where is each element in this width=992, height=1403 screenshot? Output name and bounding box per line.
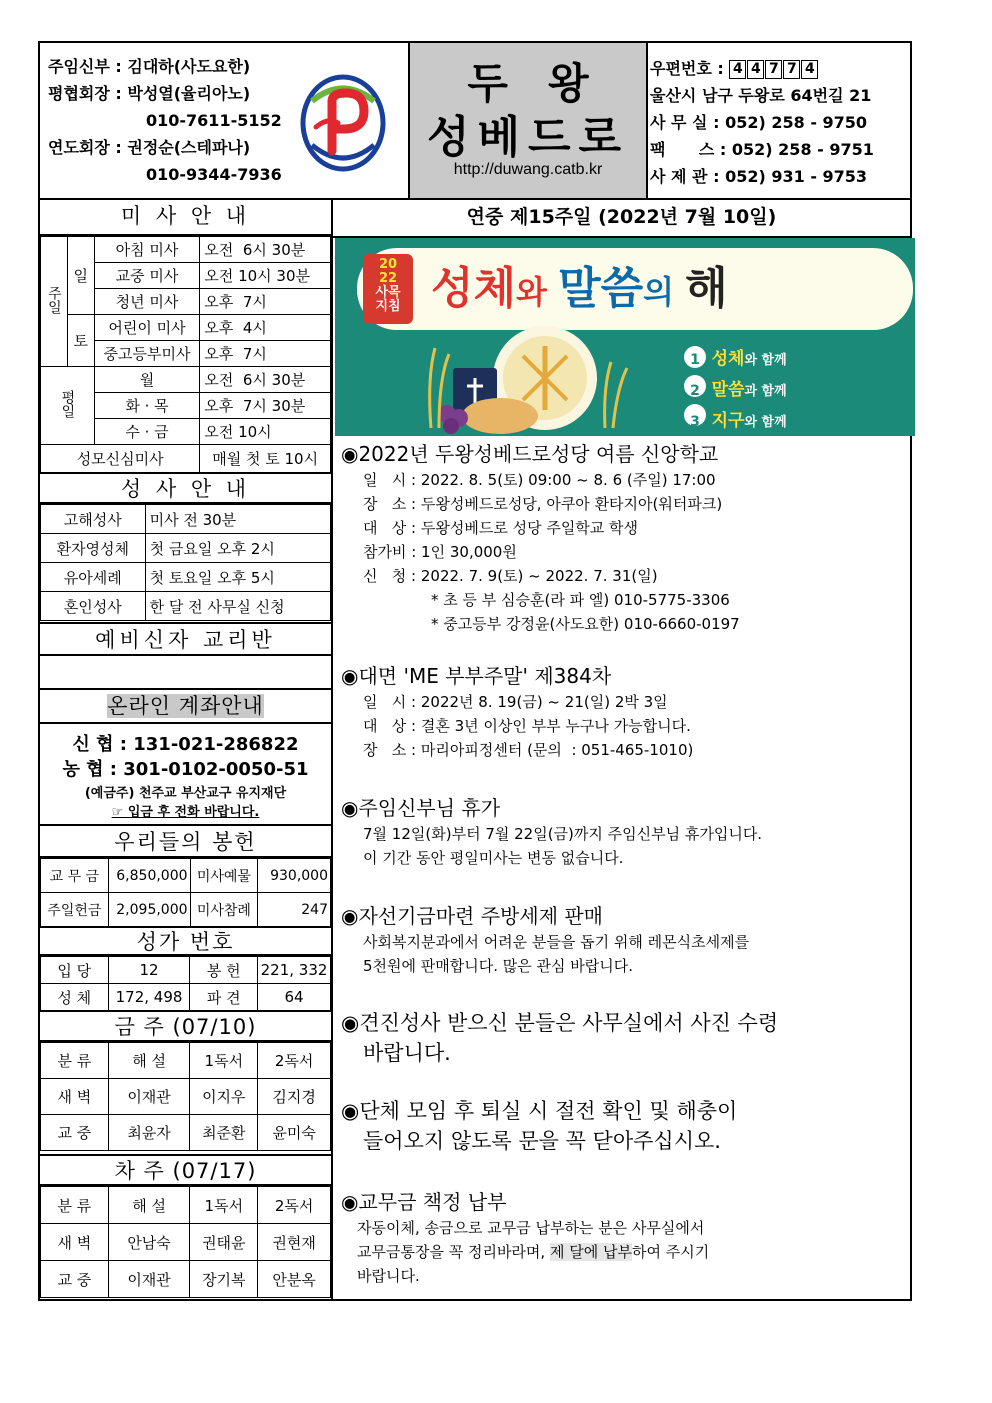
notice-title: ◉교무금 책정 납부 (341, 1190, 507, 1214)
hymn-table (40, 956, 331, 1011)
staff-label: 평협회장 : (48, 84, 122, 103)
offering-value: 930,000 (258, 859, 331, 893)
next-week-table (40, 1186, 331, 1298)
notice-line: 장 소 : 마리아피정센터 (문의 : 051-465-1010) (363, 741, 694, 759)
account-details (40, 732, 331, 782)
banner-item-num: 2 (690, 383, 700, 399)
notice-line: 5천원에 판매합니다. 많은 관심 바랍니다. (363, 957, 633, 975)
duty-cell: 이재관 (108, 1261, 190, 1298)
sacrament-value: 첫 금요일 오후 2시 (145, 534, 330, 563)
duty-head: 1독서 (190, 1187, 258, 1224)
sacrament-name: 유아세례 (41, 563, 146, 592)
sacrament-value: 한 달 전 사무실 신청 (145, 592, 330, 621)
sacrament-name: 혼인성사 (41, 592, 146, 621)
banner-tag (363, 258, 413, 314)
contact-value: 052) 258 - 9751 (731, 140, 874, 159)
mass-name: 청년 미사 (94, 289, 200, 315)
offering-label: 미사참례 (190, 893, 258, 927)
mass-name: 어린이 미사 (94, 315, 200, 341)
sacrament-title: 성 사 안 내 (40, 472, 331, 504)
mass-name: 성모신심미사 (41, 445, 200, 473)
banner-tag-text: 지침 (375, 299, 401, 314)
mass-name: 화 · 목 (94, 393, 200, 419)
hymn-label: 봉 헌 (190, 957, 258, 984)
sacrament-value: 미사 전 30분 (145, 505, 330, 534)
notice-line: 장 소 : 두왕성베드로성당, 아쿠아 환타지아(워터파크) (363, 495, 723, 513)
staff-list (48, 53, 282, 188)
sacrament-value: 첫 토요일 오후 5시 (145, 563, 330, 592)
notice-detergent-sale (341, 902, 749, 978)
parish-title-panel (408, 43, 648, 198)
offering-value: 2,095,000 (108, 893, 190, 927)
parish-url-link[interactable]: http://duwang.catb.kr (453, 161, 603, 178)
banner-title (431, 258, 728, 329)
staff-label: 연도회장 : (48, 138, 122, 157)
catechumen-body (40, 656, 331, 690)
account-note: ☞ 입금 후 전화 바랍니다. (111, 805, 260, 820)
contact-value: 052) 258 - 9750 (725, 113, 868, 132)
notice-subline: * 중고등부 강정윤(사도요한) 010-6660-0197 (431, 615, 740, 633)
notice-title: ◉단체 모임 후 퇴실 시 절전 확인 및 해충이 (341, 1099, 738, 1123)
hymn-value: 64 (258, 984, 331, 1011)
banner-tag-text: 사목 (375, 285, 401, 300)
mass-time: 오후 4시 (200, 315, 331, 341)
notice-line: 자동이체, 송금으로 교무금 납부하는 분은 사무실에서 (357, 1219, 705, 1237)
duty-cell: 이재관 (108, 1079, 190, 1115)
this-week-table (40, 1042, 331, 1151)
notice-highlight: 제 달에 납부 (549, 1243, 632, 1261)
mass-table (40, 236, 331, 473)
bulletin-page (38, 41, 912, 1301)
sacrament-name: 고해성사 (41, 505, 146, 534)
banner-item-rest: 와 함께 (744, 415, 787, 430)
duty-cell: 윤미숙 (258, 1115, 331, 1151)
hymn-label: 파 견 (190, 984, 258, 1011)
duty-cell: 장기복 (190, 1261, 258, 1298)
notice-line: 대 상 : 결혼 3년 이상인 부부 누구나 가능합니다. (363, 717, 691, 735)
notice-line: 참가비 : 1인 30,000원 (363, 543, 517, 561)
notice-energy-saving (341, 1096, 737, 1156)
staff-value: 김대하(사도요한) (127, 57, 251, 76)
zip-digit: 4 (801, 60, 818, 79)
offering-value: 247 (258, 893, 331, 927)
zip-digit: 7 (765, 60, 782, 79)
contact-label: 팩 스 : (650, 140, 727, 159)
banner-title-part: 해 (685, 263, 728, 314)
contact-label: 사 무 실 : (650, 113, 720, 132)
duty-cell: 최윤자 (108, 1115, 190, 1151)
banner-year: 20 (378, 257, 398, 272)
mass-time: 오후 7시 30분 (200, 393, 331, 419)
notice-line: 사회복지분과에서 어려운 분들을 돕기 위해 레몬식초세제를 (363, 933, 750, 951)
this-week-title: 금 주 (07/10) (40, 1010, 331, 1042)
notice-title: ◉2022년 두왕성베드로성당 여름 신앙학교 (341, 442, 719, 466)
duty-head: 2독서 (258, 1043, 331, 1079)
duty-head: 1독서 (190, 1043, 258, 1079)
notice-line: 7월 12일(화)부터 7월 22일(금)까지 주임신부님 휴가입니다. (363, 825, 763, 843)
duty-cell: 새 벽 (41, 1224, 109, 1261)
hymn-value: 221, 332 (258, 957, 331, 984)
notice-line: 들어오지 않도록 문을 꼭 닫아주십시오. (363, 1129, 721, 1153)
banner-title-part: 말씀 (558, 263, 644, 314)
notice-line: 신 청 : 2022. 7. 9(토) ~ 2022. 7. 31(일) (363, 567, 658, 585)
staff-value: 권정순(스테파나) (127, 138, 251, 157)
notice-confirmation-photo (341, 1008, 778, 1068)
duty-cell: 안분옥 (258, 1261, 331, 1298)
banner-item-num: 1 (690, 352, 700, 368)
offering-table (40, 858, 331, 927)
notice-me-weekend (341, 662, 693, 762)
header (40, 43, 910, 200)
staff-value: 박성열(율리아노) (127, 84, 251, 103)
mass-name: 수 · 금 (94, 419, 200, 445)
mass-time: 오후 7시 (200, 341, 331, 367)
notice-line: 일 시 : 2022년 8. 19(금) ~ 21(일) 2박 3일 (363, 693, 668, 711)
notice-line: 바랍니다. (363, 1041, 451, 1065)
notice-line: 이 기간 동안 평일미사는 변동 없습니다. (363, 849, 624, 867)
banner-title-part: 성체 (431, 263, 517, 314)
banner-item-rest: 와 함께 (744, 353, 787, 368)
duty-cell: 김지경 (258, 1079, 331, 1115)
address: 울산시 남구 두왕로 64번길 21 (650, 86, 872, 105)
duty-cell: 교 중 (41, 1261, 109, 1298)
banner-year: 22 (378, 271, 398, 286)
hymn-value: 12 (108, 957, 190, 984)
notice-title: ◉주임신부님 휴가 (341, 796, 501, 820)
hymn-label: 입 당 (41, 957, 109, 984)
offering-label: 미사예물 (190, 859, 258, 893)
zip-digit: 4 (729, 60, 746, 79)
notice-subline: * 초 등 부 심승훈(라 파 엘) 010-5775-3306 (431, 591, 730, 609)
duty-cell: 권태윤 (190, 1224, 258, 1261)
mass-time: 오전 6시 30분 (200, 367, 331, 393)
mass-title: 미 사 안 내 (40, 198, 331, 236)
notice-line: 바랍니다. (357, 1267, 420, 1285)
hymn-title: 성가 번호 (40, 926, 331, 956)
zip-label: 우편번호 : (650, 59, 724, 78)
parish-logo-icon (298, 71, 388, 175)
offering-title: 우리들의 봉헌 (40, 824, 331, 858)
duty-cell: 안남숙 (108, 1224, 190, 1261)
duty-head: 분 류 (41, 1043, 109, 1079)
notice-title: ◉대면 'ME 부부주말' 제384차 (341, 664, 612, 688)
staff-phone: 010-7611-5152 (146, 111, 282, 130)
banner-items (684, 344, 787, 436)
notice-line: 대 상 : 두왕성베드로 성당 주일학교 학생 (363, 519, 639, 537)
duty-cell: 교 중 (41, 1115, 109, 1151)
mass-name: 아침 미사 (94, 237, 200, 263)
mass-time: 오전 6시 30분 (200, 237, 331, 263)
account-holder: (예금주) 천주교 부산교구 유지재단 (84, 786, 287, 801)
pastoral-banner (335, 238, 915, 436)
duty-cell: 새 벽 (41, 1079, 109, 1115)
staff-panel (40, 43, 408, 198)
sacrament-name: 환자영성체 (41, 534, 146, 563)
left-column (40, 198, 333, 1299)
mass-name: 월 (94, 367, 200, 393)
duty-head: 2독서 (258, 1187, 331, 1224)
duty-head: 분 류 (41, 1187, 109, 1224)
mass-time: 오후 7시 (200, 289, 331, 315)
mass-name: 중고등부미사 (94, 341, 200, 367)
notice-title: ◉견진성사 받으신 분들은 사무실에서 사진 수령 (341, 1011, 779, 1035)
notice-text: 하여 주시기 (631, 1243, 710, 1261)
sunday-title: 연중 제15주일 (2022년 7월 10일) (333, 198, 910, 238)
hymn-label: 성 체 (41, 984, 109, 1011)
weekday-label: 평일 (41, 367, 95, 445)
contact-value: 052) 931 - 9753 (725, 167, 868, 186)
notice-priest-vacation (341, 794, 762, 870)
notice-contribution (341, 1188, 709, 1288)
zip-digit: 4 (747, 60, 764, 79)
mass-name: 교중 미사 (94, 263, 200, 289)
notice-title: ◉자선기금마련 주방세제 판매 (341, 904, 604, 928)
mass-time: 오전 10시 (200, 419, 331, 445)
notice-line (341, 1240, 709, 1264)
notice-summer-school (341, 440, 740, 636)
mass-time: 오전 10시 30분 (200, 263, 331, 289)
staff-label: 주임신부 : (48, 57, 122, 76)
notice-text: 교무금통장을 꼭 정리바라며, (357, 1243, 550, 1261)
offering-label: 주일헌금 (41, 893, 109, 927)
account-title: 온라인 계좌안내 (107, 694, 264, 718)
duty-head: 해 설 (108, 1043, 190, 1079)
catechumen-title: 예비신자 교리반 (40, 622, 331, 656)
contact-panel (650, 55, 874, 190)
right-column (333, 198, 910, 1299)
zip-digit: 7 (783, 60, 800, 79)
account-title-box (40, 690, 331, 724)
hymn-value: 172, 498 (108, 984, 190, 1011)
duty-cell: 이지우 (190, 1079, 258, 1115)
account-notes (40, 784, 331, 822)
banner-item-num: 3 (690, 414, 700, 430)
next-week-title: 차 주 (07/17) (40, 1154, 331, 1186)
duty-head: 해 설 (108, 1187, 190, 1224)
duty-cell: 최준환 (190, 1115, 258, 1151)
contact-label: 사 제 관 : (650, 167, 720, 186)
account-line: 신 협 : 131-021-286822 (72, 734, 299, 755)
sunday-label: 주일 (41, 237, 68, 367)
duty-cell: 권현재 (258, 1224, 331, 1261)
banner-item-rest: 과 함께 (744, 384, 787, 399)
offering-value: 6,850,000 (108, 859, 190, 893)
parish-title-line1: 두왕 (467, 59, 629, 108)
mass-time: 매월 첫 토 10시 (200, 445, 331, 473)
parish-title-line2: 성베드로 (426, 112, 629, 163)
banner-title-part: 의 (643, 273, 686, 311)
sacrament-table (40, 504, 331, 621)
banner-item-strong: 지구 (711, 411, 745, 431)
account-line: 농 협 : 301-0102-0050-51 (62, 759, 309, 780)
day-il-label: 일 (67, 237, 94, 315)
notice-line: 일 시 : 2022. 8. 5(토) 09:00 ~ 8. 6 (주일) 17:00 (363, 471, 716, 489)
banner-title-part: 와 (516, 273, 559, 311)
day-to-label: 토 (67, 315, 94, 367)
banner-item-strong: 성체 (711, 349, 745, 369)
staff-phone: 010-9344-7936 (146, 165, 282, 184)
banner-item-strong: 말씀 (711, 380, 745, 400)
offering-label: 교 무 금 (41, 859, 109, 893)
